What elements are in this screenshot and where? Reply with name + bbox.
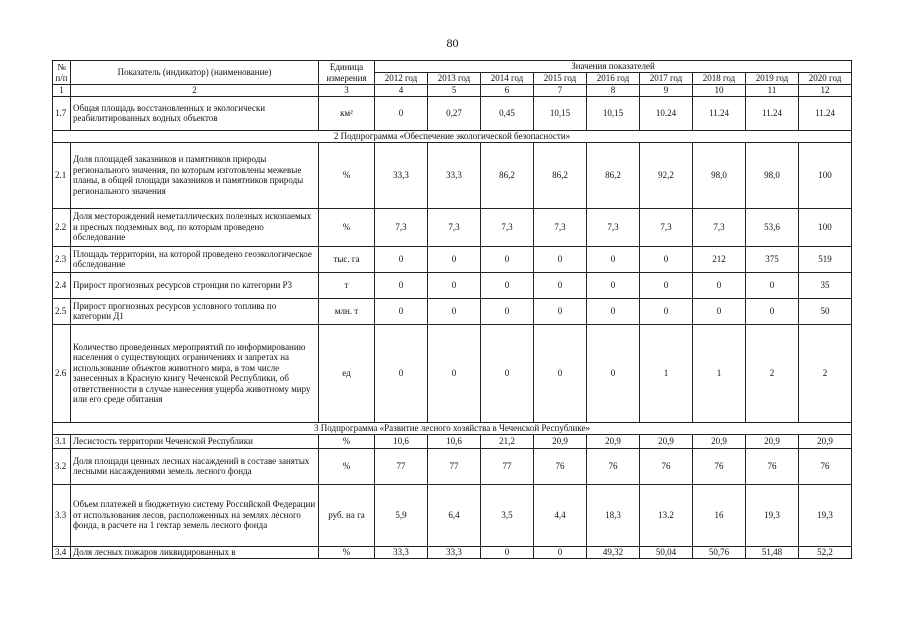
value-cell: 0 [428,298,481,324]
header-year: 2012 год [375,73,428,85]
header-indicator: Показатель (индикатор) (наименование) [71,61,319,85]
row-index: 2.5 [53,298,71,324]
section-row [53,422,852,434]
value-cell: 0 [587,324,640,422]
value-cell: 92,2 [640,142,693,208]
header-year: 2014 год [481,73,534,85]
table-row [53,484,852,546]
unit-cell: млн. т [319,298,375,324]
header-unit: Единица измерения [319,61,375,85]
value-cell: 53,6 [746,208,799,246]
row-index: 3.4 [53,546,71,558]
value-cell: 0 [640,246,693,272]
value-cell: 0 [746,272,799,298]
unit-cell: % [319,546,375,558]
section-title: 2 Подпрограмма «Обеспечение экологической безопасности» [53,130,852,142]
value-cell: 35 [799,272,852,298]
header-values: Значения показателей [375,61,852,73]
table-row [53,546,852,558]
value-cell: 0 [534,246,587,272]
value-cell: 0 [640,298,693,324]
value-cell: 0,45 [481,96,534,130]
value-cell: 76 [587,448,640,484]
header-year: 2016 год [587,73,640,85]
value-cell: 2 [799,324,852,422]
column-number: 3 [319,85,375,97]
value-cell: 49,32 [587,546,640,558]
value-cell: 100 [799,142,852,208]
unit-cell: % [319,434,375,448]
header-year: 2020 год [799,73,852,85]
value-cell: 77 [375,448,428,484]
value-cell: 7,3 [534,208,587,246]
indicator-name: Доля месторождений неметаллических полезных ископаемых и пресных подземных вод, по которым проведено обследование [71,208,319,246]
value-cell: 52,2 [799,546,852,558]
value-cell: 50,76 [693,546,746,558]
value-cell: 7,3 [375,208,428,246]
value-cell: 0 [375,324,428,422]
value-cell: 0 [587,246,640,272]
column-number: 4 [375,85,428,97]
value-cell: 10,6 [375,434,428,448]
value-cell: 33,3 [428,546,481,558]
value-cell: 0,27 [428,96,481,130]
value-cell: 10,15 [534,96,587,130]
value-cell: 33,3 [428,142,481,208]
value-cell: 33,3 [375,142,428,208]
value-cell: 0 [375,298,428,324]
value-cell: 0 [534,272,587,298]
value-cell: 76 [534,448,587,484]
row-index: 3.2 [53,448,71,484]
value-cell: 20,9 [799,434,852,448]
value-cell: 0 [587,298,640,324]
unit-cell: % [319,142,375,208]
indicator-name: Доля лесных пожаров ликвидированных в [71,546,319,558]
indicator-name: Доля площади ценных лесных насаждений в составе занятых лесными насаждениями земель лесного фонда [71,448,319,484]
header-no: № п/п [53,61,71,85]
column-number: 11 [746,85,799,97]
unit-cell: т [319,272,375,298]
value-cell: 0 [375,246,428,272]
indicator-name: Общая площадь восстановленных и экологически реабилитированных водных объектов [71,96,319,130]
row-index: 2.2 [53,208,71,246]
value-cell: 5,9 [375,484,428,546]
value-cell: 19,3 [799,484,852,546]
value-cell: 0 [375,272,428,298]
value-cell: 20,9 [746,434,799,448]
value-cell: 86,2 [481,142,534,208]
table-row [53,96,852,130]
value-cell: 98,0 [746,142,799,208]
value-cell: 86,2 [587,142,640,208]
indicator-name: Лесистость территории Чеченской Республики [71,434,319,448]
column-number: 6 [481,85,534,97]
column-number: 2 [71,85,319,97]
value-cell: 50,04 [640,546,693,558]
value-cell: 2 [746,324,799,422]
table-row [53,246,852,272]
header-year: 2018 год [693,73,746,85]
value-cell: 10,15 [587,96,640,130]
value-cell: 77 [428,448,481,484]
table-row [53,272,852,298]
value-cell: 0 [640,272,693,298]
value-cell: 0 [746,298,799,324]
row-index: 2.4 [53,272,71,298]
unit-cell: ед [319,324,375,422]
row-index: 2.3 [53,246,71,272]
value-cell: 76 [746,448,799,484]
column-number: 5 [428,85,481,97]
row-index: 3.3 [53,484,71,546]
unit-cell: % [319,208,375,246]
indicator-name: Прирост прогнозных ресурсов условного топлива по категории Д1 [71,298,319,324]
value-cell: 98,0 [693,142,746,208]
value-cell: 519 [799,246,852,272]
value-cell: 3,5 [481,484,534,546]
row-index: 1.7 [53,96,71,130]
value-cell: 0 [534,324,587,422]
section-title: 3 Подпрограмма «Развитие лесного хозяйства в Чеченской Республике» [53,422,852,434]
value-cell: 20,9 [640,434,693,448]
value-cell: 6,4 [428,484,481,546]
table-row [53,434,852,448]
value-cell: 0 [428,324,481,422]
value-cell: 86,2 [534,142,587,208]
value-cell: 7,3 [428,208,481,246]
value-cell: 76 [799,448,852,484]
indicator-name: Объем платежей в бюджетную систему Российской Федерации от использования лесов, расположенных на землях лесного фонда, в расчете на 1 гектар земель лесного фонда [71,484,319,546]
value-cell: 4,4 [534,484,587,546]
value-cell: 7,3 [587,208,640,246]
value-cell: 18,3 [587,484,640,546]
indicator-name: Площадь территории, на которой проведено геоэкологическое обследование [71,246,319,272]
column-number: 12 [799,85,852,97]
value-cell: 0 [481,298,534,324]
column-number: 8 [587,85,640,97]
value-cell: 19,3 [746,484,799,546]
table-row [53,324,852,422]
value-cell: 0 [481,546,534,558]
value-cell: 0 [693,272,746,298]
unit-cell: тыс. га [319,246,375,272]
value-cell: 10,6 [428,434,481,448]
value-cell: 0 [534,546,587,558]
column-number: 9 [640,85,693,97]
value-cell: 33,3 [375,546,428,558]
column-number: 1 [53,85,71,97]
value-cell: 375 [746,246,799,272]
value-cell: 0 [534,298,587,324]
value-cell: 1 [640,324,693,422]
value-cell: 20,9 [693,434,746,448]
table-row [53,448,852,484]
value-cell: 16 [693,484,746,546]
unit-cell: руб. на га [319,484,375,546]
row-index: 3.1 [53,434,71,448]
column-number: 7 [534,85,587,97]
row-index: 2.6 [53,324,71,422]
value-cell: 77 [481,448,534,484]
value-cell: 11.24 [746,96,799,130]
value-cell: 0 [481,324,534,422]
indicator-name: Доля площадей заказников и памятников природы регионального значения, по которым изготовлены межевые планы, в общей площади заказников и памятников природы регионального значения [71,142,319,208]
indicator-name: Количество проведенных мероприятий по информированию населения о существующих ограничениях и запретах на использование объектов животного мира, в том числе занесенных в Красную книгу Чеченской Республики, об ответственности в случае нанесения ущерба животному миру или его среде обитания [71,324,319,422]
column-number: 10 [693,85,746,97]
page-number: 80 [446,36,459,50]
value-cell: 13.2 [640,484,693,546]
value-cell: 0 [587,272,640,298]
row-index: 2.1 [53,142,71,208]
value-cell: 0 [428,246,481,272]
value-cell: 51,48 [746,546,799,558]
value-cell: 10.24 [640,96,693,130]
value-cell: 100 [799,208,852,246]
value-cell: 0 [481,272,534,298]
indicator-name: Прирост прогнозных ресурсов стронция по категории Р3 [71,272,319,298]
header-year: 2017 год [640,73,693,85]
value-cell: 11.24 [799,96,852,130]
value-cell: 20,9 [534,434,587,448]
table-row [53,208,852,246]
value-cell: 21,2 [481,434,534,448]
unit-cell: % [319,448,375,484]
value-cell: 7,3 [481,208,534,246]
unit-cell: км² [319,96,375,130]
value-cell: 11.24 [693,96,746,130]
value-cell: 0 [481,246,534,272]
value-cell: 212 [693,246,746,272]
header-year: 2015 год [534,73,587,85]
value-cell: 1 [693,324,746,422]
section-row [53,130,852,142]
value-cell: 0 [375,96,428,130]
indicators-table [52,60,852,559]
header-year: 2013 год [428,73,481,85]
value-cell: 0 [693,298,746,324]
value-cell: 50 [799,298,852,324]
value-cell: 0 [428,272,481,298]
table-row [53,298,852,324]
value-cell: 7,3 [693,208,746,246]
table-row [53,142,852,208]
value-cell: 76 [640,448,693,484]
header-year: 2019 год [746,73,799,85]
value-cell: 20,9 [587,434,640,448]
value-cell: 7,3 [640,208,693,246]
value-cell: 76 [693,448,746,484]
